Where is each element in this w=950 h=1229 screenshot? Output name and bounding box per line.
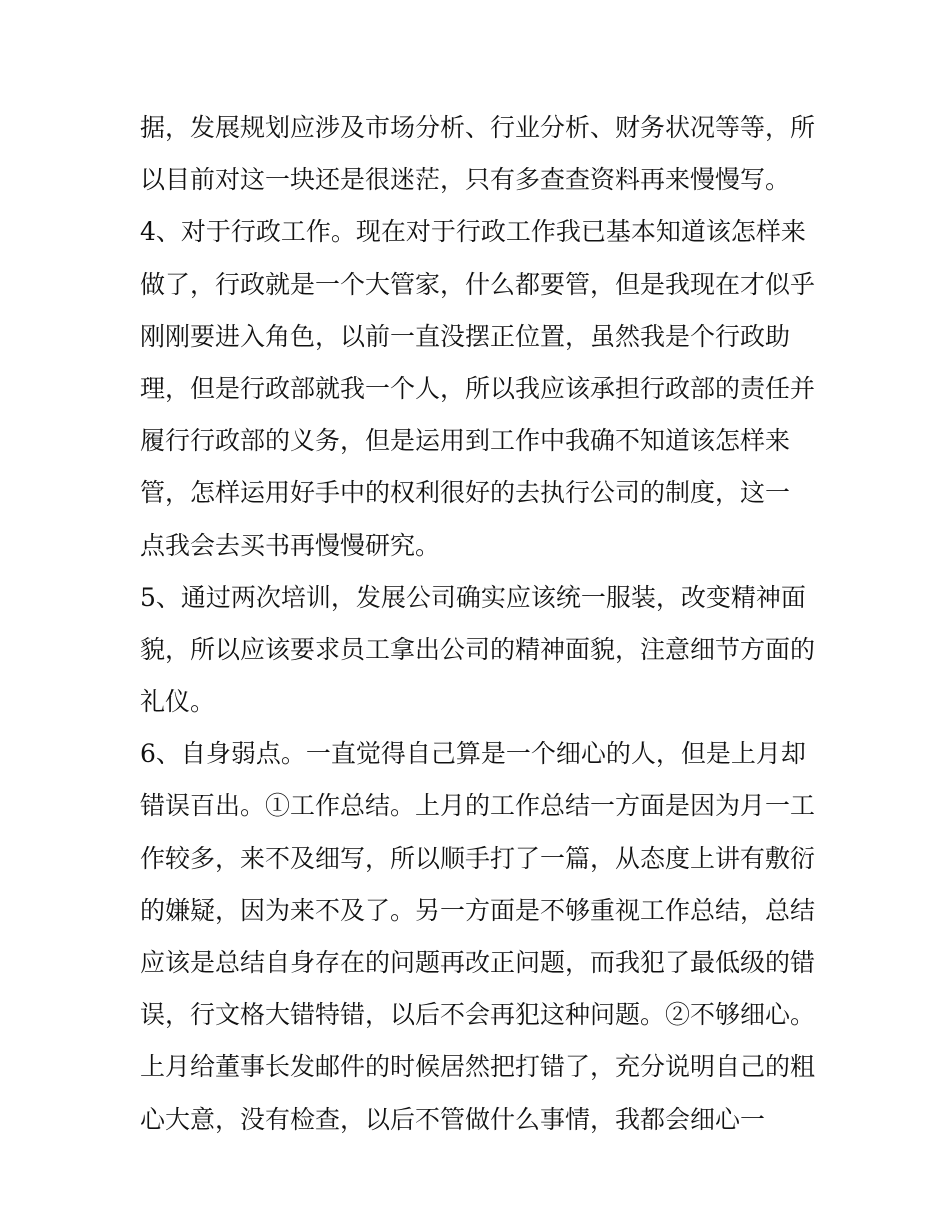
text-line: 做了，行政就是一个大管家，什么都要管，但是我现在才似乎	[140, 269, 816, 299]
text-line: 貌，所以应该要求员工拿出公司的精神面貌，注意细节方面的	[140, 634, 816, 664]
text-line: 刚刚要进入角色，以前一直没摆正位置，虽然我是个行政助	[140, 321, 791, 351]
text-line: 6、自身弱点。一直觉得自己算是一个细心的人，但是上月却	[140, 739, 806, 769]
text-line: 礼仪。	[140, 687, 216, 717]
text-line: 上月给董事长发邮件的时候居然把打错了，充分说明自己的粗	[140, 1052, 816, 1082]
text-line: 点我会去买书再慢慢研究。	[140, 530, 441, 560]
text-line: 以目前对这一块还是很迷茫，只有多查查资料再来慢慢写。	[140, 165, 791, 195]
text-line: 作较多，来不及细写，所以顺手打了一篇，从态度上讲有敷衍	[140, 843, 816, 873]
text-line: 的嫌疑，因为来不及了。另一方面是不够重视工作总结，总结	[140, 895, 816, 925]
text-line: 管，怎样运用好手中的权利很好的去执行公司的制度，这一	[140, 478, 791, 508]
text-line: 误，行文格大错特错，以后不会再犯这种问题。②不够细心。	[140, 1000, 816, 1030]
text-line: 错误百出。①工作总结。上月的工作总结一方面是因为月一工	[140, 791, 816, 821]
text-line: 理，但是行政部就我一个人，所以我应该承担行政部的责任并	[140, 373, 816, 403]
text-line: 履行行政部的义务，但是运用到工作中我确不知道该怎样来	[140, 426, 791, 456]
text-line: 心大意，没有检查，以后不管做什么事情，我都会细心一	[140, 1104, 766, 1134]
body-text	[140, 102, 830, 1146]
text-line: 4、对于行政工作。现在对于行政工作我已基本知道该怎样来	[140, 217, 806, 247]
text-line: 5、通过两次培训，发展公司确实应该统一服装，改变精神面	[140, 582, 806, 612]
text-line: 应该是总结自身存在的问题再改正问题，而我犯了最低级的错	[140, 948, 816, 977]
text-line: 据，发展规划应涉及市场分析、行业分析、财务状况等等，所	[140, 113, 816, 142]
